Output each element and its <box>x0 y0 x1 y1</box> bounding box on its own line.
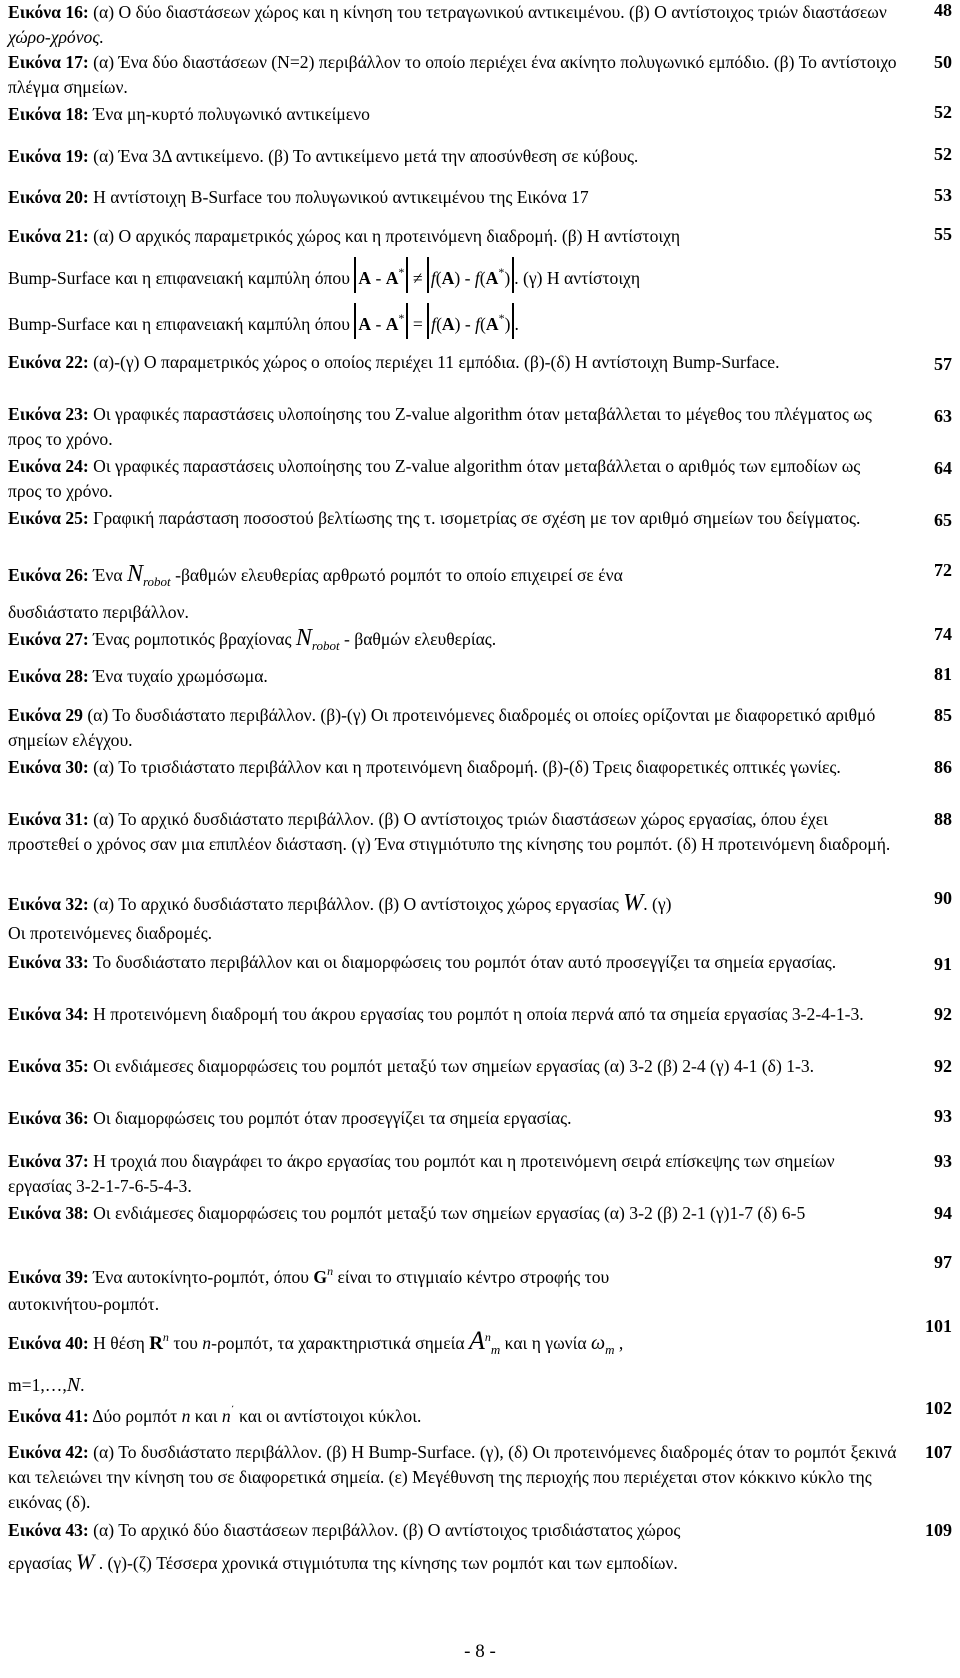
page-number: 90 <box>934 888 952 908</box>
entry-text: Εικόνα 26: Ένα $N_{robot}$ -βαθμών ελευθερίας αρθρωτό ρομπότ το οποίο επιχειρεί σε ένα δυσδιάστατο περιβάλλον. <box>8 561 623 622</box>
list-item <box>8 1440 952 1515</box>
page-number: 93 <box>934 1151 952 1171</box>
list-item <box>8 1316 952 1396</box>
entry-text: Εικόνα 22: (α)-(γ) Ο παραμετρικός χώρος ο οποίος περιέχει 11 εμπόδια. (β)-(δ) Η αντίστοιχη Bump-Surface. <box>8 352 780 372</box>
page-number: 64 <box>934 458 952 478</box>
list-item <box>8 506 952 556</box>
page-number: 97 <box>934 1252 952 1272</box>
list-item <box>8 50 952 100</box>
list-item <box>8 402 952 452</box>
page-number: 57 <box>934 354 952 374</box>
entry-text: Εικόνα 40: Η θέση $R^n$ του n-ρομπότ, τα χαρακτηριστικά σημεία $A^n_m$ και η γωνία $\omega_m$ , m=1,…,N. <box>8 1326 624 1396</box>
page-number: 81 <box>934 664 952 684</box>
entry-text: Εικόνα 36: Οι διαμορφώσεις του ρομπότ όταν προσεγγίζει τα σημεία εργασίας. <box>8 1108 572 1128</box>
entry-text: Εικόνα 17: (α) Ένα δύο διαστάσεων (N=2) περιβάλλον το οποίο περιέχει ένα ακίνητο πολυγωνικό εμπόδιο. (β) Το αντίστοιχο πλέγμα σημείων. <box>8 52 897 97</box>
list-item <box>8 703 952 753</box>
page-number: 94 <box>934 1203 952 1223</box>
list-item <box>8 755 952 805</box>
page-number: 53 <box>934 185 952 205</box>
list-item <box>8 888 952 946</box>
list-item <box>8 950 952 1000</box>
math-formula: A - A* <box>354 257 408 293</box>
entry-text: Εικόνα 24: Οι γραφικές παραστάσεις υλοποίησης του Z-value algorithm όταν μεταβάλλεται ο αριθμός των εμποδίων ως προς το χρόνο. <box>8 456 861 501</box>
page-number: 50 <box>934 52 952 72</box>
math-formula: f(A) - f(A*) <box>427 257 514 293</box>
list-item <box>8 807 952 882</box>
list-item <box>8 1002 952 1052</box>
entry-text: Εικόνα 20: Η αντίστοιχη B-Surface του πολυγωνικού αντικειμένου της Εικόνα 17 <box>8 187 589 207</box>
entry-text: Εικόνα 37: Η τροχιά που διαγράφει το άκρο εργασίας του ρομπότ και η προτεινόμενη σειρά επίσκεψης των σημείων εργασίας 3-2-1-7-6-5-4-3. <box>8 1151 835 1196</box>
list-item <box>8 454 952 504</box>
entry-text: Εικόνα 21: (α) Ο αρχικός παραμετρικός χώρος και η προτεινόμενη διαδρομή. (β) Η αντίστοιχη Bump-Surface και η επιφανειακή καμπύλη όπου A - A* ≠ f(A) - f(A*) . (γ) Η αντίστοιχη Bump-Surface και η επιφανειακή καμπύλη όπου A - A* = f(A) - f(A*) . <box>8 224 898 339</box>
entry-text: Εικόνα 18: Ένα μη-κυρτό πολυγωνικό αντικείμενο <box>8 104 370 124</box>
page-number: 52 <box>934 144 952 164</box>
entry-text: Εικόνα 19: (α) Ένα 3Δ αντικείμενο. (β) Το αντικείμενο μετά την αποσύνθεση σε κύβους. <box>8 146 639 166</box>
list-item <box>8 1201 952 1251</box>
list-item <box>8 350 952 400</box>
page-footer-number: - 8 - <box>464 1641 496 1662</box>
page-number: 101 <box>925 1316 952 1336</box>
list-item <box>8 1054 952 1104</box>
page-number: 107 <box>925 1442 952 1462</box>
entry-text: Εικόνα 30: (α) Το τρισδιάστατο περιβάλλον και η προτεινόμενη διαδρομή. (β)-(δ) Τρεις διαφορετικές οπτικές γωνίες. <box>8 757 841 777</box>
entry-text: Εικόνα 25: Γραφική παράσταση ποσοστού βελτίωσης της τ. ισομετρίας σε σχέση με τον αριθμό σημείων του δείγματος. <box>8 508 861 528</box>
entry-text: Εικόνα 33: Το δυσδιάστατο περιβάλλον και οι διαμορφώσεις του ρομπότ όταν αυτό προσεγγίζει τα σημεία εργασίας. <box>8 952 837 972</box>
page-number: 72 <box>934 560 952 580</box>
entry-text: Εικόνα 42: (α) Το δυσδιάστατο περιβάλλον. (β) Η Bump-Surface. (γ), (δ) Οι προτεινόμενες διαδρομές όταν το ρομπότ ξεκινά και τελειώνει την κίνηση του σε διαφορετικά σημεία. (ε) Μεγέθυνση της περιοχής που περιέχεται στον κόκκινο κύκλο της εικόνας (δ). <box>8 1442 897 1512</box>
entry-text: Εικόνα 27: Ένας ρομποτικός βραχίονας $N_{robot}$ - βαθμών ελευθερίας. <box>8 625 497 653</box>
list-item <box>8 0 952 50</box>
page-number: 85 <box>934 705 952 725</box>
page-number: 88 <box>934 809 952 829</box>
list-item <box>8 558 952 620</box>
entry-text: Εικόνα 31: (α) Το αρχικό δυσδιάστατο περιβάλλον. (β) Ο αντίστοιχος τριών διαστάσεων χώρος εργασίας, όπου έχει προστεθεί ο χρόνος σαν μια επιπλέον διάσταση. (γ) Ένα στιγμιότυπο της κίνησης του ρομπότ. (δ) Η προτεινόμενη διαδρομή. <box>8 809 891 854</box>
page-number: 102 <box>925 1398 952 1418</box>
page-number: 74 <box>934 624 952 644</box>
entry-text: Εικόνα 39: Ένα αυτοκίνητο-ρομπότ, όπου $G^n$ είναι το στιγμιαίο κέντρο στροφής του αυτοκινήτου-ρομπότ. <box>8 1264 610 1314</box>
figure-label: Εικόνα 16: <box>8 2 89 22</box>
list-item <box>8 1252 952 1314</box>
page-number: 92 <box>934 1004 952 1024</box>
page-number: 93 <box>934 1106 952 1126</box>
page-number: 63 <box>934 406 952 426</box>
page-number: 55 <box>934 224 952 244</box>
page-number: 92 <box>934 1056 952 1076</box>
entry-text: Εικόνα 35: Οι ενδιάμεσες διαμορφώσεις του ρομπότ μεταξύ των σημείων εργασίας (α) 3-2 (β) 2-4 (γ) 4-1 (δ) 1-3. <box>8 1056 815 1076</box>
list-item <box>8 224 952 334</box>
entry-text: Εικόνα 16: (α) Ο δύο διαστάσεων χώρος και η κίνηση του τετραγωνικού αντικειμένου. (β) Ο αντίστοιχος τριών διαστάσεων χώρο-χρόνος. <box>8 2 887 47</box>
page-number: 91 <box>934 954 952 974</box>
entry-text: Εικόνα 38: Οι ενδιάμεσες διαμορφώσεις του ρομπότ μεταξύ των σημείων εργασίας (α) 3-2 (β) 2-1 (γ)1-7 (δ) 6-5 <box>8 1203 806 1223</box>
entry-text: Εικόνα 23: Οι γραφικές παραστάσεις υλοποίησης του Z-value algorithm όταν μεταβάλλεται το μέγεθος του πλέγματος ως προς το χρόνο. <box>8 404 872 449</box>
math-formula: f(A) - f(A*) <box>427 303 514 339</box>
math-formula: A - A* <box>354 303 408 339</box>
entry-text: Εικόνα 29 (α) Το δυσδιάστατο περιβάλλον. (β)-(γ) Οι προτεινόμενες διαδρομές οι οποίες ορίζονται με διαφορετικό αριθμό σημείων ελέγχου. <box>8 705 876 750</box>
page-number: 52 <box>934 102 952 122</box>
entry-text: Εικόνα 28: Ένα τυχαίο χρωμόσωμα. <box>8 666 268 686</box>
entry-text: Εικόνα 41: Δύο ρομπότ n και n΄ και οι αντίστοιχοι κύκλοι. <box>8 1403 422 1426</box>
page-number: 48 <box>934 0 952 20</box>
page-number: 65 <box>934 510 952 530</box>
entry-text: Εικόνα 34: Η προτεινόμενη διαδρομή του άκρου εργασίας του ρομπότ η οποία περνά από τα σημεία εργασίας 3-2-4-1-3. <box>8 1004 864 1024</box>
page-number: 86 <box>934 757 952 777</box>
entry-text: Εικόνα 43: (α) Το αρχικό δύο διαστάσεων περιβάλλον. (β) Ο αντίστοιχος τρισδιάστατος χώρος εργασίας W . (γ)-(ζ) Τέσσερα χρονικά στιγμιότυπα της κίνησης των ρομπότ και των εμποδίων. <box>8 1520 681 1574</box>
list-item <box>8 1518 952 1578</box>
page-number: 109 <box>925 1520 952 1540</box>
entry-text: Εικόνα 32: (α) Το αρχικό δυσδιάστατο περιβάλλον. (β) Ο αντίστοιχος χώρος εργασίας W. (γ) Οι προτεινόμενες διαδρομές. <box>8 890 672 943</box>
list-item <box>8 1149 952 1199</box>
